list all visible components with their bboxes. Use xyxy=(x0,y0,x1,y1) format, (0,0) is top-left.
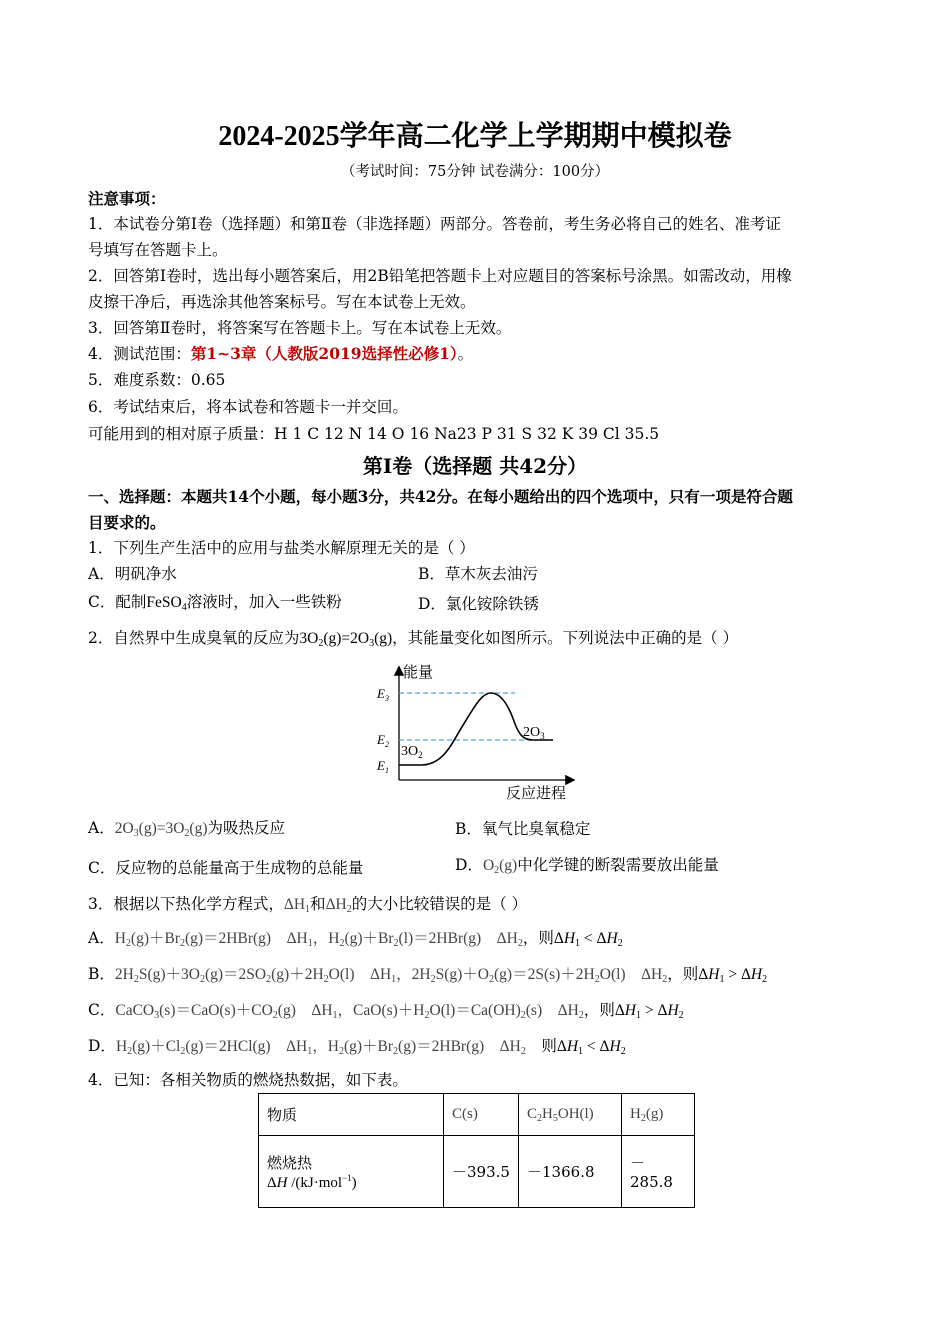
value-carbon: －393.5 xyxy=(444,1136,519,1208)
exam-title: 2024-2025学年高二化学上学期期中模拟卷 xyxy=(218,121,732,152)
q1-option-d: D．氯化铵除铁锈 xyxy=(418,595,539,613)
product-label: $2O_3$ xyxy=(523,725,545,741)
q3-stem-prefix: 3．根据以下热化学方程式， xyxy=(88,895,284,913)
q2-stem: 2．自然界中生成臭氧的反应为$3O_2(g)=2O_3(g)$，其能量变化如图所示。下列说法中正确的是（ ） xyxy=(88,629,739,649)
q2-stem-prefix: 2．自然界中生成臭氧的反应为 xyxy=(88,629,300,647)
e2-label: $E_2$ xyxy=(377,732,389,749)
q3-option-c: C．$CaCO_3(s)=CaO(s)+CO_2(g)$ $\Delta H_1$，$CaO(s)+H_2O(l)=Ca(OH)_2(s)$ $\Delta H_2$，则$\Delta H_1 > \Delta H_2$ xyxy=(88,1001,684,1021)
row-label: 燃烧热 ΔH /(kJ·mol$^{-1}$) xyxy=(259,1136,444,1208)
q2-option-b: B．氧气比臭氧稳定 xyxy=(455,820,591,838)
note-2b: 皮擦干净后，再选涂其他答案标号。写在本试卷上无效。 xyxy=(88,293,476,311)
table-row xyxy=(259,1136,695,1208)
q3-stem-suffix: 的大小比较错误的是（ ） xyxy=(351,895,528,913)
note-3: 3．回答第Ⅱ卷时，将答案写在答题卡上。写在本试卷上无效。 xyxy=(88,319,512,337)
q2-option-c: C．反应物的总能量高于生成物的总能量 xyxy=(88,859,364,877)
note-4 xyxy=(88,342,473,364)
q3-stem-mid: 和 xyxy=(310,895,326,913)
value-ethanol: －1366.8 xyxy=(519,1136,622,1208)
q3-option-b: B．$2H_2S(g)+3O_2(g)=2SO_2(g)+2H_2O(l)$ $\Delta H_1$，$2H_2S(g)+O_2(g)=2S(s)+2H_2O(l)$ $\Delta H_2$，则$\Delta H_1 > \Delta H_2$ xyxy=(88,965,768,985)
header-substance: 物质 xyxy=(259,1094,444,1136)
q1-option-a: A．明矾净水 xyxy=(88,565,177,583)
x-axis-label: 反应进程 xyxy=(506,784,567,802)
q2-option-a: A．$2O_3(g)=3O_2(g)$为吸热反应 xyxy=(88,819,286,839)
note-4-suffix: 。 xyxy=(457,345,474,363)
q2-stem-suffix: ，其能量变化如图所示。下列说法中正确的是（ ） xyxy=(392,629,739,647)
notes-heading: 注意事项： xyxy=(88,189,166,208)
header-hydrogen: $H_2(g)$ xyxy=(622,1094,695,1136)
section-1-title: 第Ⅰ卷（选择题 共42分） xyxy=(362,454,588,478)
q2-d-suffix: 中化学键的断裂需要放出能量 xyxy=(517,856,719,874)
combustion-heat-table xyxy=(258,1093,695,1208)
q1-option-c: C．配制FeSO$_4$溶液时，加入一些铁粉 xyxy=(88,593,342,613)
q3-option-a: A．$H_2(g)+Br_2(g)=2HBr(g)$ $\Delta H_1$，$H_2(g)+Br_2(l)=2HBr(g)$ $\Delta H_2$，则$\Delta H_1 < \Delta H_2$ xyxy=(88,929,623,949)
reactant-label: $3O_2$ xyxy=(401,744,423,760)
header-carbon: C(s) xyxy=(444,1094,519,1136)
note-2a: 2．回答第Ⅰ卷时，选出每小题答案后，用2B铅笔把答题卡上对应题目的答案标号涂黑。如需改动，用橡 xyxy=(88,267,792,285)
q3-a-then: 则 xyxy=(538,929,554,947)
q1-c-prefix: C．配制 xyxy=(88,593,147,611)
note-4-prefix: 4．测试范围： xyxy=(88,345,191,363)
section-1-instr-a: 一、选择题：本题共14个小题，每小题3分，共42分。在每小题给出的四个选项中，只有一项是符合题 xyxy=(88,487,793,506)
y-axis-label: 能量 xyxy=(403,663,434,681)
q3-c-then: 则 xyxy=(599,1001,615,1019)
value-hydrogen: －285.8 xyxy=(622,1136,695,1208)
q1-stem: 1．下列生产生活中的应用与盐类水解原理无关的是（ ） xyxy=(88,539,475,557)
q3-option-d: D．$H_2(g)+Cl_2(g)=2HCl(g)$ $\Delta H_1$，$H_2(g)+Br_2(g)=2HBr(g)$ $\Delta H_2$ 则$\Delta H_1 < \Delta H_2$ xyxy=(88,1037,626,1057)
atomic-masses: 可能用到的相对原子质量：H 1 C 12 N 14 O 16 Na23 P 31 S 32 K 39 Cl 35.5 xyxy=(88,425,660,443)
table-header-row xyxy=(259,1094,695,1136)
q3-b-then: 则 xyxy=(682,965,699,983)
e1-label: $E_1$ xyxy=(377,758,389,775)
q1-option-b: B．草木灰去油污 xyxy=(418,565,538,583)
q3-stem: 3．根据以下热化学方程式，$\Delta H_1$和$\Delta H_2$的大小比较错误的是（ ） xyxy=(88,895,528,915)
energy-diagram xyxy=(365,660,585,806)
exam-subtitle: （考试时间：75分钟 试卷满分：100分） xyxy=(340,164,610,180)
q2-option-d: D．$O_2(g)$中化学键的断裂需要放出能量 xyxy=(455,856,719,876)
section-1-instr-b: 目要求的。 xyxy=(88,513,166,532)
e3-label: $E_3$ xyxy=(377,686,389,703)
note-1a: 1．本试卷分第Ⅰ卷（选择题）和第Ⅱ卷（非选择题）两部分。答卷前，考生务必将自己的姓名、准考证 xyxy=(88,215,782,233)
q1-c-suffix: 溶液时，加入一些铁粉 xyxy=(186,593,342,611)
note-5: 5．难度系数：0.65 xyxy=(88,371,226,389)
q2-a-suffix: 为吸热反应 xyxy=(207,819,286,837)
header-ethanol: $C_2H_5OH(l)$ xyxy=(519,1094,622,1136)
test-range: 第1~3章（人教版2019选择性必修1） xyxy=(190,344,458,363)
q4-stem: 4．已知：各相关物质的燃烧热数据，如下表。 xyxy=(88,1071,408,1089)
note-1b: 号填写在答题卡上。 xyxy=(88,241,228,259)
q3-d-then: 则 xyxy=(541,1037,557,1055)
note-6: 6．考试结束后，将本试卷和答题卡一并交回。 xyxy=(88,398,408,416)
